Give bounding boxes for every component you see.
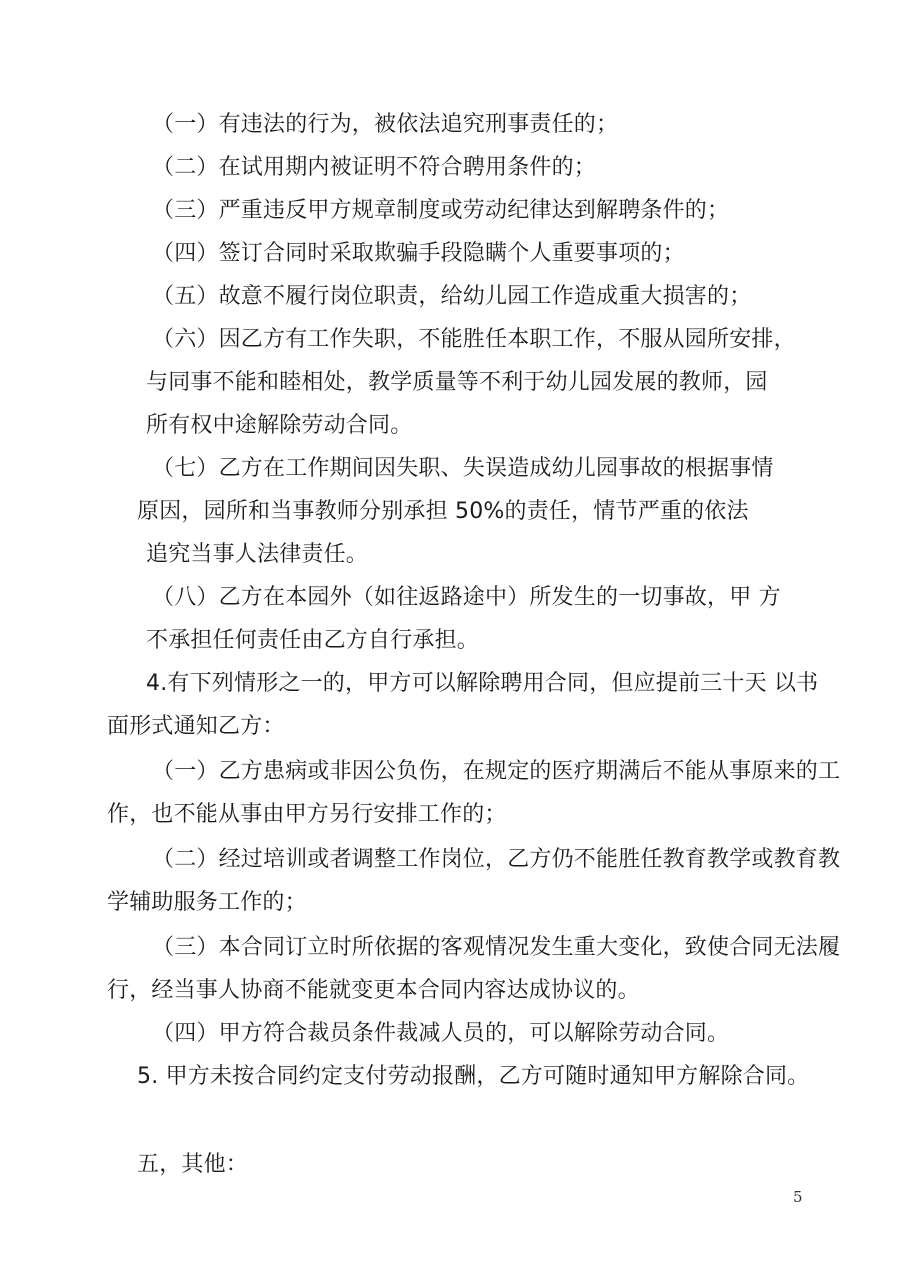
text-line: 作，也不能从事由甲方另行安排工作的；	[107, 802, 507, 827]
text-line: 面形式通知乙方：	[107, 714, 285, 739]
text-line: （一）有违法的行为，被依法追究刑事责任的；	[152, 112, 619, 137]
text-line: （七）乙方在工作期间因失职、失误造成幼儿园事故的根据事情	[152, 456, 774, 481]
text-line: （三）本合同订立时所依据的客观情况发生重大变化，致使合同无法履	[152, 935, 841, 960]
text-line: （六）因乙方有工作失职，不能胜任本职工作，不服从园所安排，	[152, 327, 796, 352]
section-heading: 五，其他：	[137, 1152, 249, 1177]
text-line: 学辅助服务工作的；	[107, 890, 307, 915]
text-line: （四）甲方符合裁员条件裁减人员的，可以解除劳动合同。	[152, 1021, 730, 1046]
text-line: （二）在试用期内被证明不符合聘用条件的；	[152, 155, 597, 180]
text-line: 4.有下列情形之一的，甲方可以解除聘用合同，但应提前三十天 以书	[146, 671, 819, 696]
text-line: 行，经当事人协商不能就变更本合同内容达成协议的。	[107, 978, 640, 1003]
text-line: 不承担任何责任由乙方自行承担。	[146, 628, 480, 653]
text-line: 与同事不能和睦相处，教学质量等不利于幼儿园发展的教师，园	[146, 370, 768, 395]
text-line: （四）签订合同时采取欺骗手段隐瞒个人重要事项的；	[152, 241, 685, 266]
page-number: 5	[793, 1188, 803, 1206]
text-line: 原因，园所和当事教师分别承担 50%的责任，情节严重的依法	[137, 499, 749, 524]
text-line: （二）经过培训或者调整工作岗位，乙方仍不能胜任教育教学或教育教	[152, 847, 841, 872]
text-line: 追究当事人法律责任。	[146, 542, 369, 567]
text-line: （一）乙方患病或非因公负伤，在规定的医疗期满后不能从事原来的工	[152, 759, 841, 784]
text-line: （五）故意不履行岗位职责，给幼儿园工作造成重大损害的；	[152, 284, 752, 309]
text-line: 所有权中途解除劳动合同。	[146, 413, 413, 438]
text-line: 5. 甲方未按合同约定支付劳动报酬，乙方可随时通知甲方解除合同。	[137, 1064, 810, 1089]
text-line: （八）乙方在本园外（如往返路途中）所发生的一切事故，甲 方	[152, 585, 781, 610]
text-line: （三）严重违反甲方规章制度或劳动纪律达到解聘条件的；	[152, 198, 730, 223]
